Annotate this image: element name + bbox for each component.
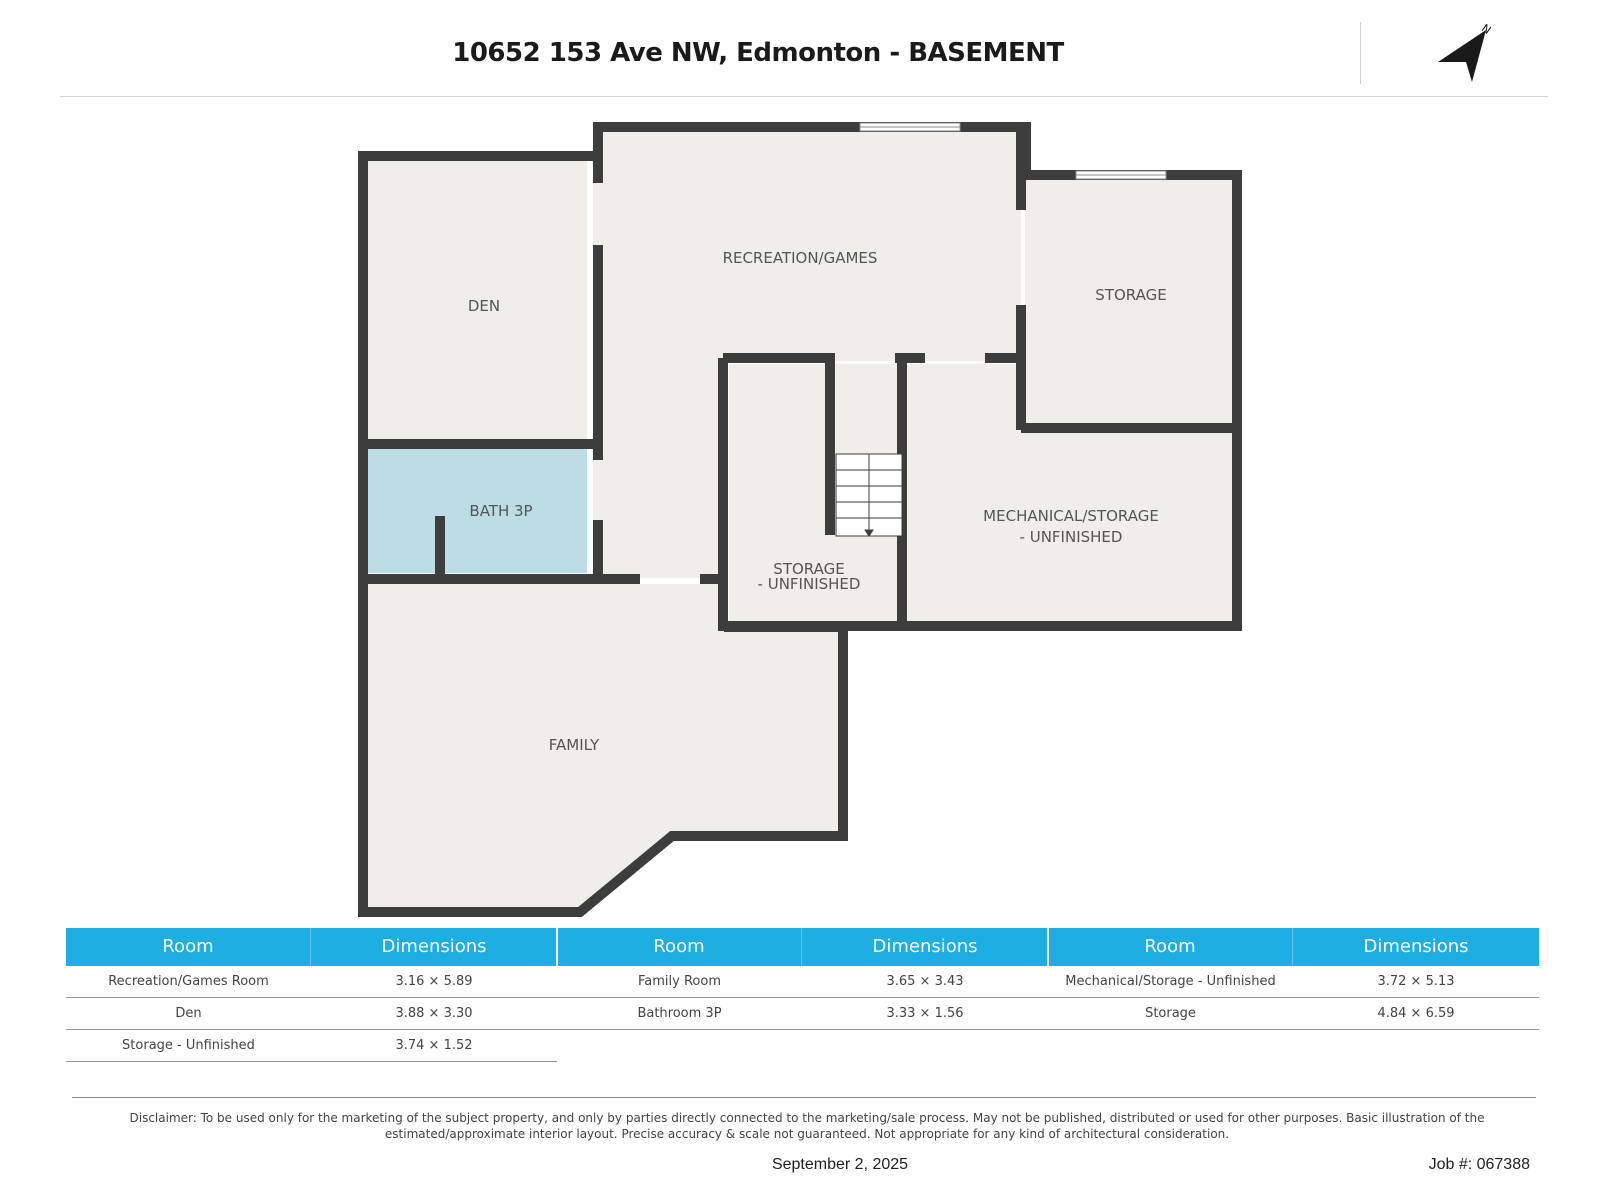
table-row [66,998,557,1030]
room-name: Bathroom 3P [637,1006,722,1021]
dimensions-header: Dimensions [1293,928,1539,966]
mechanical-label-1: MECHANICAL/STORAGE [983,507,1159,525]
bath-label: BATH 3P [469,502,533,520]
table-row [66,966,557,998]
table-row [1048,998,1539,1030]
room-name: Storage [1145,1006,1196,1021]
room-dimensions: 3.33 × 1.56 [886,1006,964,1021]
disclaimer-text: Disclaimer: To be used only for the marketing of the subject property, and only by parties directly connected to the marketing/sale process. May not be published, distributed or used for other purposes. Basic illustration of the estimated/approximate interior layout. Precise accuracy & scale not guaranteed. Not appropriate for any kind of architectural consideration. [129,1111,1485,1141]
room-dimensions: 3.88 × 3.30 [395,1006,473,1021]
storage-unfinished-label-2: - UNFINISHED [757,575,861,593]
room-dimensions: 3.65 × 3.43 [886,974,964,989]
footer-divider [72,1097,1536,1098]
room-name: Recreation/Games Room [108,974,269,989]
table-row [557,998,1048,1030]
room-dimensions: 4.84 × 6.59 [1377,1006,1455,1021]
family-label: FAMILY [548,736,600,754]
room-header: Room [1048,928,1293,966]
mechanical-label-2: - UNFINISHED [1019,528,1123,546]
room-name: Den [175,1006,202,1021]
room-header: Room [557,928,802,966]
room-dimensions: 3.16 × 5.89 [395,974,473,989]
room-name: Mechanical/Storage - Unfinished [1065,974,1276,989]
compass-label: N [1479,21,1494,37]
storage-unfinished-label-1: STORAGE [773,560,845,578]
room-dimensions: 3.74 × 1.52 [395,1038,473,1053]
column-separator [556,928,558,966]
room-header: Room [66,928,311,966]
column-separator [1047,928,1049,966]
room-name: Storage - Unfinished [122,1038,255,1053]
room-name: Family Room [638,974,721,989]
storage-label: STORAGE [1095,286,1167,304]
table-row [1048,966,1539,998]
recreation-label: RECREATION/GAMES [722,249,878,267]
den-label: DEN [467,297,501,315]
stairs [836,454,902,536]
date-text: September 2, 2025 [771,1156,909,1173]
page-title: 10652 153 Ave NW, Edmonton - BASEMENT [452,38,1064,68]
table-row [66,1030,557,1062]
dimensions-header: Dimensions [802,928,1048,966]
job-number: Job #: 067388 [1428,1156,1530,1173]
table-row [557,966,1048,998]
room-dimensions: 3.72 × 5.13 [1377,974,1455,989]
family-floor [368,584,838,907]
dimensions-header: Dimensions [311,928,557,966]
